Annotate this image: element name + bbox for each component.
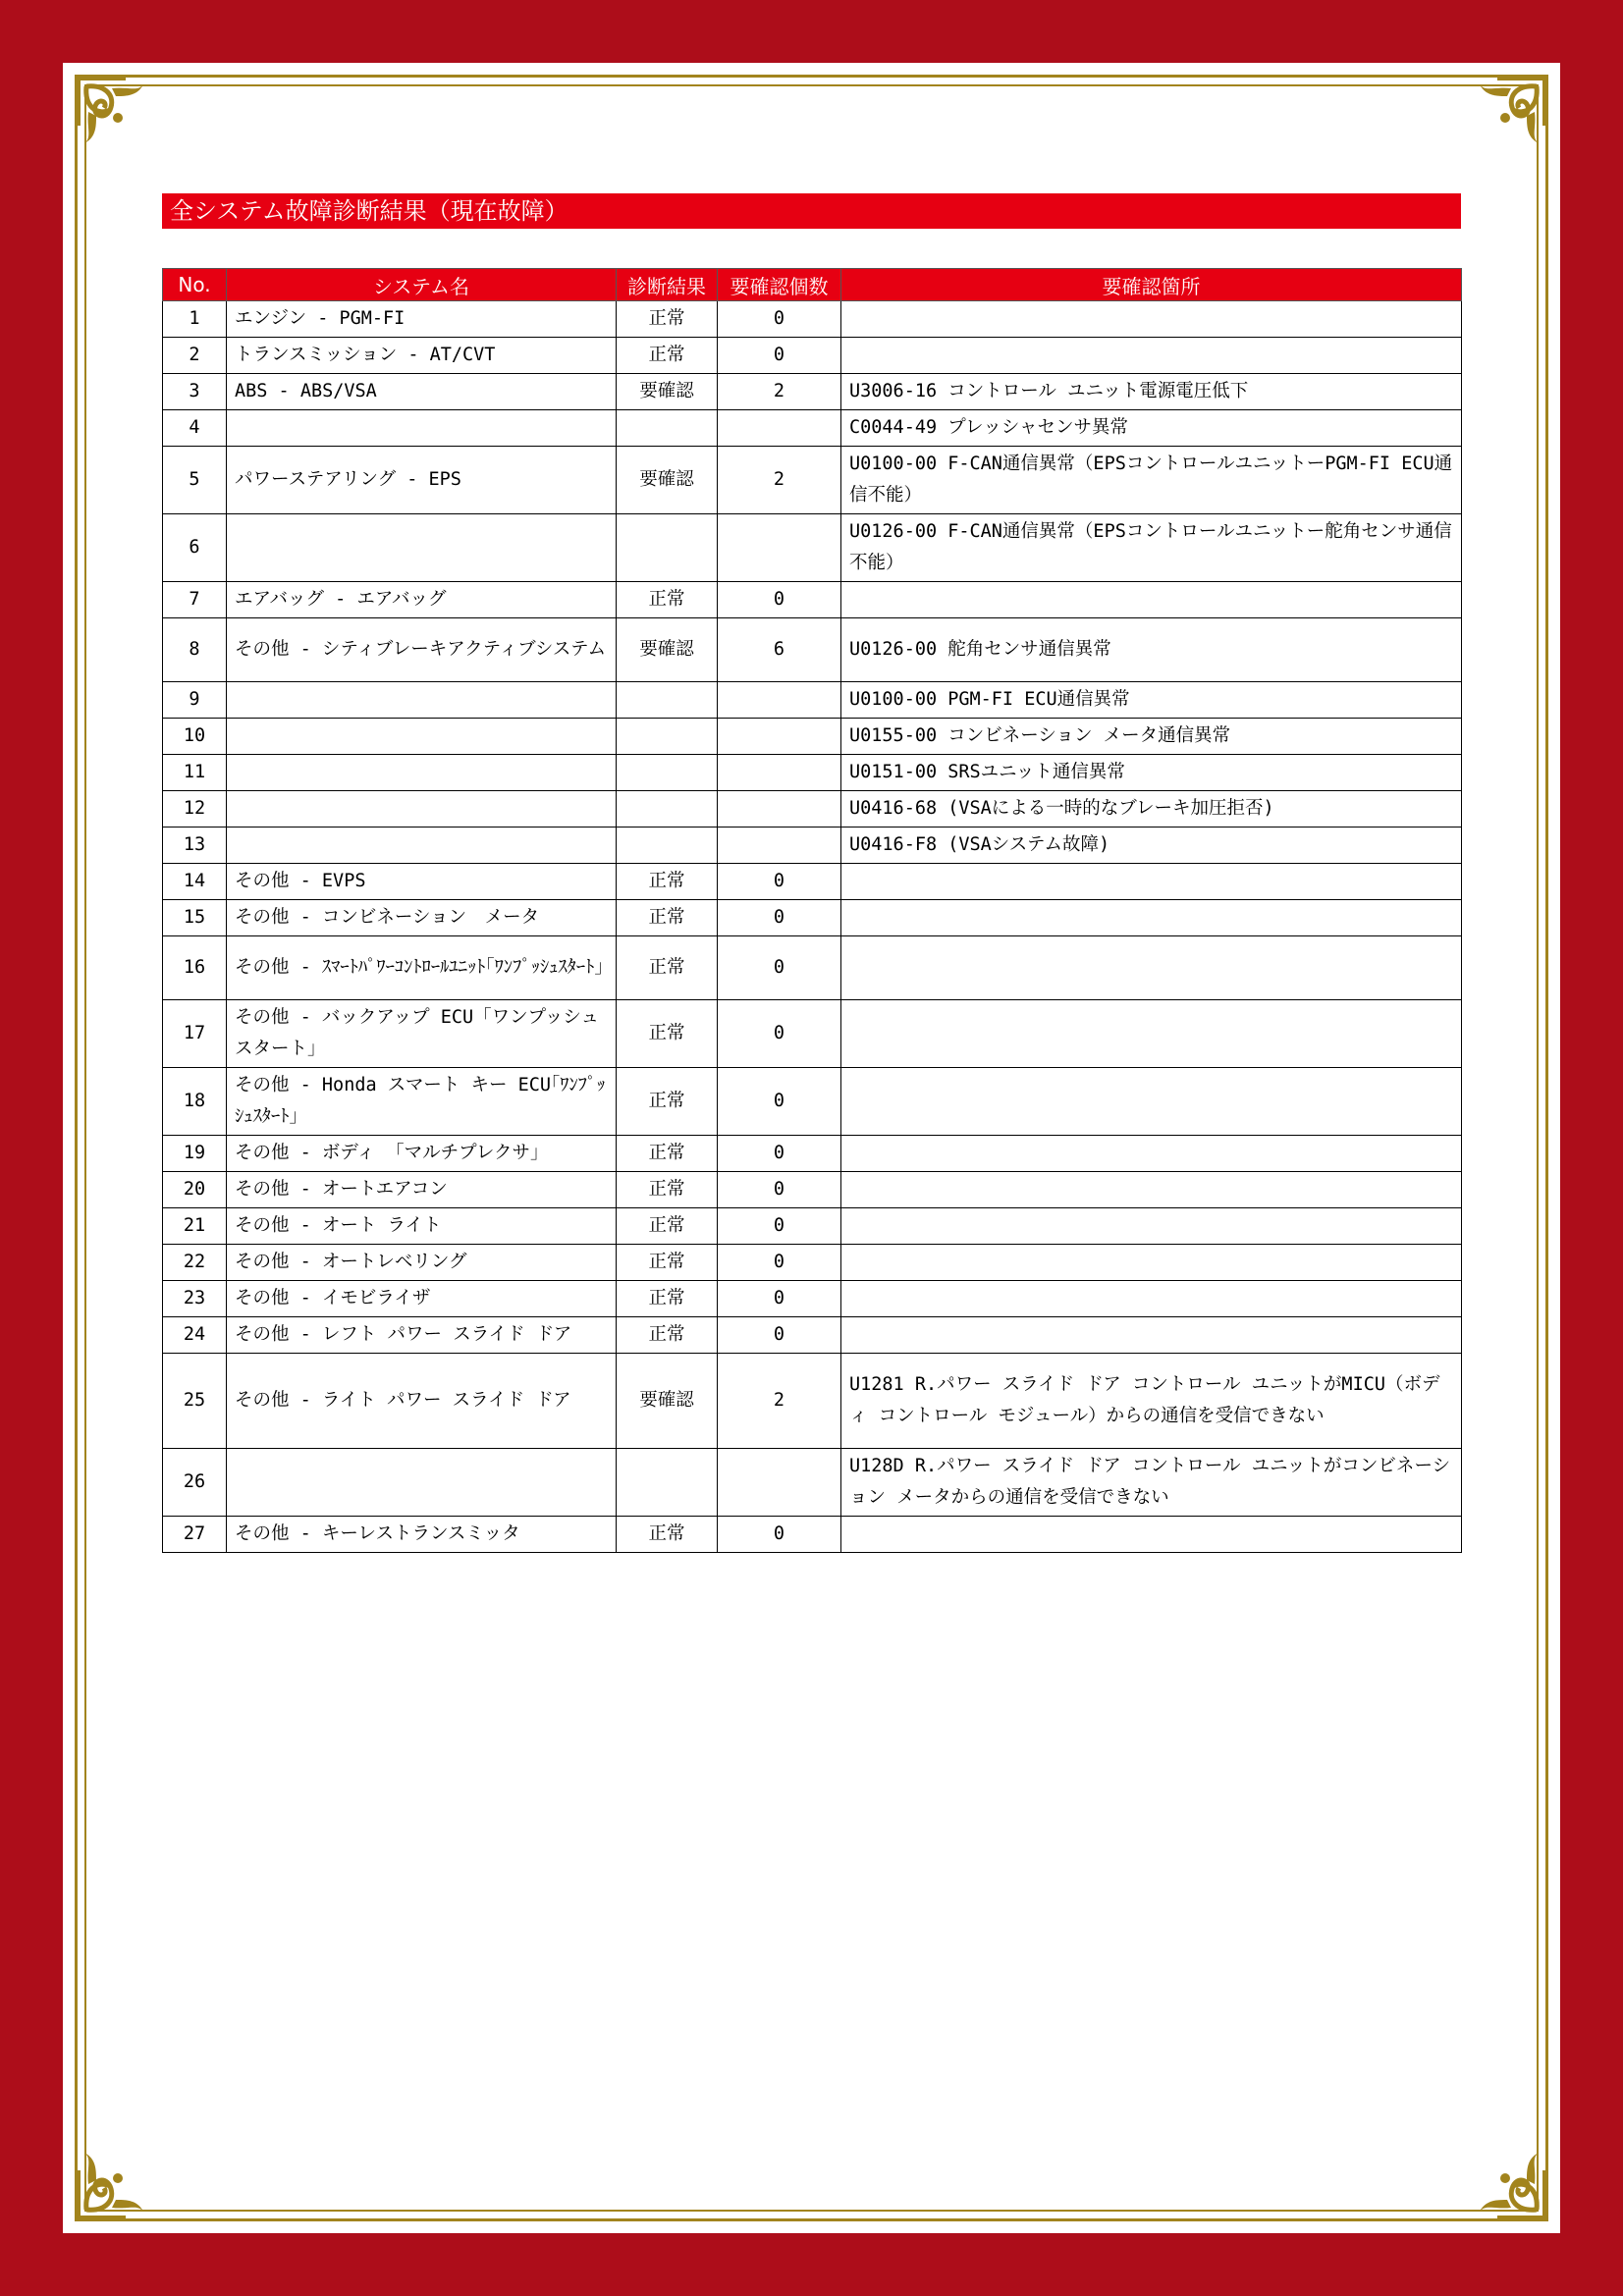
cell-no: 6 [163, 514, 227, 582]
cell-system [227, 791, 617, 828]
cell-result: 正常 [617, 1172, 718, 1208]
cell-result: 正常 [617, 1245, 718, 1281]
cell-system: その他 - レフト パワー スライド ドア [227, 1317, 617, 1354]
table-row [163, 1000, 1462, 1068]
cell-count: 2 [718, 447, 841, 514]
table-row [163, 900, 1462, 936]
table-row [163, 755, 1462, 791]
cell-location [841, 936, 1462, 1000]
cell-result: 正常 [617, 301, 718, 338]
cell-no: 17 [163, 1000, 227, 1068]
cell-location [841, 1245, 1462, 1281]
cell-system: その他 - ライト パワー スライド ドア [227, 1354, 617, 1449]
cell-no: 27 [163, 1517, 227, 1553]
cell-count: 0 [718, 864, 841, 900]
header-location: 要確認箇所 [841, 269, 1462, 301]
cell-result: 要確認 [617, 618, 718, 682]
cell-count [718, 791, 841, 828]
cell-location [841, 1317, 1462, 1354]
cell-count: 0 [718, 338, 841, 374]
cell-result: 正常 [617, 936, 718, 1000]
cell-result: 要確認 [617, 374, 718, 410]
table-row [163, 936, 1462, 1000]
cell-count: 2 [718, 374, 841, 410]
cell-count [718, 719, 841, 755]
cell-result: 正常 [617, 1281, 718, 1317]
cell-location [841, 582, 1462, 618]
cell-no: 9 [163, 682, 227, 719]
cell-system [227, 828, 617, 864]
cell-count: 0 [718, 1136, 841, 1172]
table-body [163, 301, 1462, 1553]
cell-result: 正常 [617, 900, 718, 936]
cell-count [718, 682, 841, 719]
cell-no: 2 [163, 338, 227, 374]
table-row [163, 682, 1462, 719]
cell-result: 正常 [617, 582, 718, 618]
cell-result: 要確認 [617, 1354, 718, 1449]
cell-no: 26 [163, 1449, 227, 1517]
cell-count: 0 [718, 936, 841, 1000]
cell-system: トランスミッション - AT/CVT [227, 338, 617, 374]
cell-result: 正常 [617, 1068, 718, 1136]
cell-location: U0155-00 コンビネーション メータ通信異常 [841, 719, 1462, 755]
cell-system: その他 - ｽﾏｰﾄﾊﾟﾜｰｺﾝﾄﾛｰﾙﾕﾆｯﾄ｢ﾜﾝﾌﾟｯｼｭｽﾀｰﾄ｣ [227, 936, 617, 1000]
cell-system: パワーステアリング - EPS [227, 447, 617, 514]
cell-count: 0 [718, 582, 841, 618]
cell-count: 0 [718, 1317, 841, 1354]
cell-location: U0151-00 SRSユニット通信異常 [841, 755, 1462, 791]
table-row [163, 410, 1462, 447]
cell-result: 正常 [617, 1517, 718, 1553]
cell-count: 0 [718, 1245, 841, 1281]
cell-result: 要確認 [617, 447, 718, 514]
cell-system: エンジン - PGM-FI [227, 301, 617, 338]
cell-location [841, 1517, 1462, 1553]
cell-count: 2 [718, 1354, 841, 1449]
table-row [163, 864, 1462, 900]
cell-system [227, 410, 617, 447]
cell-no: 24 [163, 1317, 227, 1354]
cell-result: 正常 [617, 1317, 718, 1354]
table-row [163, 719, 1462, 755]
table-row [163, 338, 1462, 374]
cell-count: 0 [718, 1172, 841, 1208]
table-row [163, 828, 1462, 864]
cell-system: その他 - コンビネーション メータ [227, 900, 617, 936]
cell-count: 0 [718, 1068, 841, 1136]
cell-no: 21 [163, 1208, 227, 1245]
cell-count [718, 755, 841, 791]
cell-count [718, 514, 841, 582]
cell-result: 正常 [617, 1000, 718, 1068]
table-row [163, 1281, 1462, 1317]
cell-count [718, 1449, 841, 1517]
table-row [163, 791, 1462, 828]
cell-result [617, 410, 718, 447]
corner-ornament-icon [1458, 67, 1556, 165]
cell-location [841, 338, 1462, 374]
cell-location [841, 1068, 1462, 1136]
table-row [163, 447, 1462, 514]
table-row [163, 1208, 1462, 1245]
cell-location [841, 301, 1462, 338]
cell-system [227, 514, 617, 582]
table-row [163, 1517, 1462, 1553]
cell-location [841, 1208, 1462, 1245]
cell-location [841, 1000, 1462, 1068]
cell-location: U0126-00 舵角センサ通信異常 [841, 618, 1462, 682]
cell-system: その他 - イモビライザ [227, 1281, 617, 1317]
cell-result [617, 791, 718, 828]
cell-count: 6 [718, 618, 841, 682]
cell-system: その他 - オート ライト [227, 1208, 617, 1245]
cell-no: 7 [163, 582, 227, 618]
cell-no: 18 [163, 1068, 227, 1136]
cell-count: 0 [718, 1000, 841, 1068]
corner-ornament-icon [1458, 2131, 1556, 2229]
cell-location [841, 864, 1462, 900]
header-no: No. [163, 269, 227, 301]
cell-no: 19 [163, 1136, 227, 1172]
cell-no: 25 [163, 1354, 227, 1449]
cell-no: 12 [163, 791, 227, 828]
table-row [163, 1317, 1462, 1354]
table-row [163, 374, 1462, 410]
cell-result [617, 1449, 718, 1517]
cell-no: 23 [163, 1281, 227, 1317]
cell-system: その他 - バックアップ ECU「ワンプッシュスタート」 [227, 1000, 617, 1068]
table-row [163, 301, 1462, 338]
cell-system: その他 - シティブレーキアクティブシステム [227, 618, 617, 682]
cell-no: 14 [163, 864, 227, 900]
cell-no: 5 [163, 447, 227, 514]
cell-no: 4 [163, 410, 227, 447]
corner-ornament-icon [67, 2131, 165, 2229]
cell-location [841, 1136, 1462, 1172]
cell-system [227, 682, 617, 719]
corner-ornament-icon [67, 67, 165, 165]
table-row [163, 582, 1462, 618]
cell-result [617, 514, 718, 582]
cell-count: 0 [718, 1208, 841, 1245]
cell-result [617, 755, 718, 791]
cell-no: 13 [163, 828, 227, 864]
cell-system: その他 - ボディ 「マルチプレクサ」 [227, 1136, 617, 1172]
cell-no: 1 [163, 301, 227, 338]
cell-result: 正常 [617, 338, 718, 374]
cell-system: その他 - キーレストランスミッタ [227, 1517, 617, 1553]
cell-location: U0126-00 F-CAN通信異常（EPSコントロールユニットー舵角センサ通信不能） [841, 514, 1462, 582]
cell-system: その他 - Honda スマート キー ECU｢ﾜﾝﾌﾟｯｼｭｽﾀｰﾄ｣ [227, 1068, 617, 1136]
cell-location: U0416-F8 (VSAシステム故障) [841, 828, 1462, 864]
cell-no: 3 [163, 374, 227, 410]
cell-count: 0 [718, 301, 841, 338]
table-row [163, 514, 1462, 582]
cell-no: 8 [163, 618, 227, 682]
page-title: 全システム故障診断結果（現在故障） [162, 193, 1461, 229]
diagnosis-table [162, 268, 1462, 1553]
cell-system [227, 1449, 617, 1517]
table-row [163, 1068, 1462, 1136]
cell-system: その他 - オートエアコン [227, 1172, 617, 1208]
cell-system: その他 - EVPS [227, 864, 617, 900]
cell-no: 10 [163, 719, 227, 755]
cell-result [617, 719, 718, 755]
cell-location: U1281 R.パワー スライド ドア コントロール ユニットがMICU（ボディ コントロール モジュール）からの通信を受信できない [841, 1354, 1462, 1449]
cell-location [841, 1281, 1462, 1317]
cell-count [718, 410, 841, 447]
cell-system: その他 - オートレベリング [227, 1245, 617, 1281]
table-header-row [163, 269, 1462, 301]
cell-system: ABS - ABS/VSA [227, 374, 617, 410]
cell-location [841, 900, 1462, 936]
cell-result: 正常 [617, 1208, 718, 1245]
header-count: 要確認個数 [718, 269, 841, 301]
table-row [163, 1245, 1462, 1281]
cell-no: 15 [163, 900, 227, 936]
cell-count [718, 828, 841, 864]
cell-result: 正常 [617, 864, 718, 900]
cell-location: C0044-49 プレッシャセンサ異常 [841, 410, 1462, 447]
table-row [163, 1449, 1462, 1517]
cell-result: 正常 [617, 1136, 718, 1172]
cell-location: U0100-00 PGM-FI ECU通信異常 [841, 682, 1462, 719]
cell-no: 11 [163, 755, 227, 791]
cell-location: U128D R.パワー スライド ドア コントロール ユニットがコンビネーション メータからの通信を受信できない [841, 1449, 1462, 1517]
table-row [163, 1172, 1462, 1208]
cell-no: 22 [163, 1245, 227, 1281]
table-row [163, 1354, 1462, 1449]
cell-no: 16 [163, 936, 227, 1000]
cell-location [841, 1172, 1462, 1208]
cell-system [227, 719, 617, 755]
cell-count: 0 [718, 1517, 841, 1553]
cell-location: U0416-68 (VSAによる一時的なブレーキ加圧拒否) [841, 791, 1462, 828]
cell-count: 0 [718, 1281, 841, 1317]
header-system: システム名 [227, 269, 617, 301]
cell-system [227, 755, 617, 791]
cell-result [617, 828, 718, 864]
table-row [163, 1136, 1462, 1172]
cell-location: U3006-16 コントロール ユニット電源電圧低下 [841, 374, 1462, 410]
cell-count: 0 [718, 900, 841, 936]
table-row [163, 618, 1462, 682]
cell-result [617, 682, 718, 719]
header-result: 診断結果 [617, 269, 718, 301]
cell-no: 20 [163, 1172, 227, 1208]
cell-system: エアバッグ - エアバッグ [227, 582, 617, 618]
cell-location: U0100-00 F-CAN通信異常（EPSコントロールユニットーPGM-FI ECU通信不能） [841, 447, 1462, 514]
